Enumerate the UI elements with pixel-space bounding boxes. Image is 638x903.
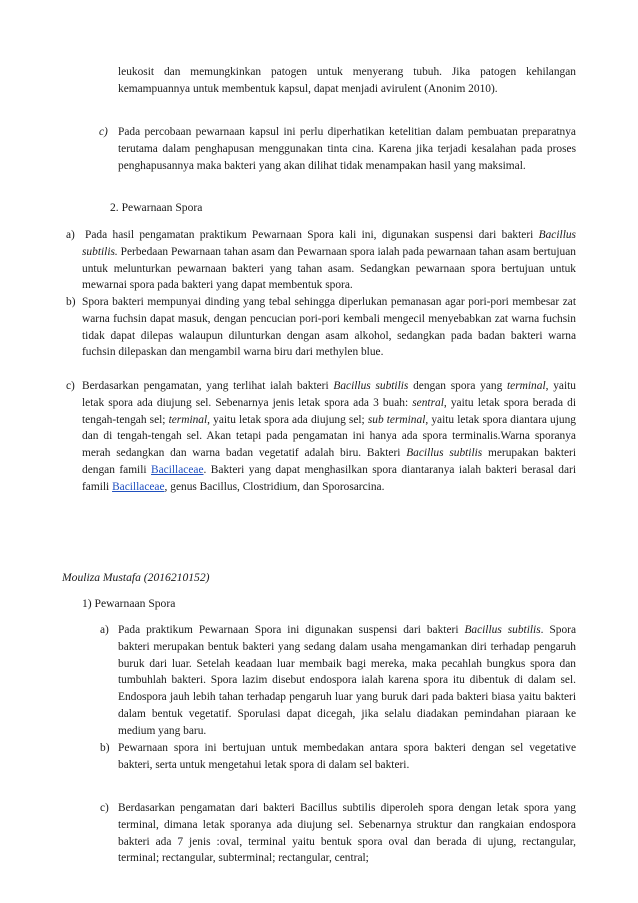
author-item-b: Pewarnaan spora ini bertujuan untuk membedakan antara spora bakteri dengan sel vegetative bakteri, serta untuk mengetahui letak spora di dalam sel bakteri.: [118, 742, 576, 771]
bacillaceae-link[interactable]: Bacillaceae: [151, 463, 204, 476]
spora-item-b: Spora bakteri mempunyai dinding yang tebal sehingga diperlukan pemanasan agar pori-pori membesar zat warna fuchsin dapat masuk, dengan pencucian pori-pori kembali mengecil menyebabkan zat warna fuchsin tidak dapat dilepas walaupun dilunturkan dengan asam alkohol, sedangkan pada badan bakteri warna fuchsin dilepaskan dan mengambil warna biru dari methylen blue.: [82, 296, 576, 359]
list-marker: c): [66, 380, 75, 392]
list-marker: c): [100, 802, 109, 814]
author-item-a: Pada praktikum Pewarnaan Spora ini digunakan suspensi dari bakteri Bacillus subtilis. Spora bakteri merupakan bentuk bakteri yang sedang dalam usaha mengamankan diri terhadap pengaruh buruk dari luar. Setelah keadaan luar membaik bagi mereka, maka pecahlah bungkus spora dan tumbuhlah bakteri. Spora lazim disebut endospora ialah karena spora itu dibentuk di dalam sel. Endospora jauh lebih tahan terhadap pengaruh luar yang buruk dari pada bakteri biasa yaitu bakteri dalam bentuk vegetatif. Sporulasi dapat dicegah, jika selalu diadakan pemindahan piaraan ke medium yang baru.: [118, 624, 577, 737]
kapsul-item-c: Pada percobaan pewarnaan kapsul ini perlu diperhatikan ketelitian dalam pembuatan preparatnya terutama dalam penghapusan menggunakan tinta cina. Karena jika terjadi kesalahan pada proses penghapusannya maka bakteri yang akan dilihat tidak menampakan hasil yang maksimal.: [118, 126, 576, 172]
author-item-c: Berdasarkan pengamatan dari bakteri Bacillus subtilis diperoleh spora dengan letak spora yang terminal, dimana letak sporanya ada diujung sel. Sebenarnya struktur dan rangkaian endospora bakteri ada 7 jenis :oval, terminal yaitu bentuk spora oval dan berada di ujung, rectangular, terminal; rectangular, subterminal; rectangular, central;: [118, 802, 576, 865]
spora-item-a: Pada hasil pengamatan praktikum Pewarnaan Spora kali ini, digunakan suspensi dari bakteri Bacillus subtilis. Perbedaan Pewarnaan tahan asam dan Pewarnaan spora ialah pada pewarnaan tahan asam bertujuan untuk melunturkan pewarnaan bakteri yang tahan asam. Sedangkan pewarnaan spora bertujuan untuk mewarnai spora pada bakteri yang dapat membentuk spora.: [82, 229, 576, 292]
author-heading: Mouliza Mustafa (2016210152): [62, 571, 210, 584]
list-marker: a): [66, 229, 75, 241]
section-heading-pewarnaan-spora: 1) Pewarnaan Spora: [82, 597, 176, 610]
section-heading-pewarnaan-spora: 2. Pewarnaan Spora: [110, 201, 203, 214]
bacillaceae-link[interactable]: Bacillaceae: [112, 480, 165, 493]
list-marker: b): [66, 296, 76, 308]
list-marker: c): [99, 126, 108, 138]
list-marker: b): [100, 742, 110, 754]
spora-item-c: Berdasarkan pengamatan, yang terlihat ialah bakteri Bacillus subtilis dengan spora yang terminal, yaitu letak spora ada diujung sel. Sebenarnya jenis letak spora ada 3 buah: sentral, yaitu letak spora berada di tengah-tengah sel; terminal, yaitu letak spora ada diujung sel; sub terminal, yaitu letak spora diantara ujung dan di tengah-tengah sel. Akan tetapi pada pengamatan ini hanya ada spora terminalis.Warna sporanya merah sedangkan dan warna badan vegetatif adalah biru. Bakteri Bacillus subtilis merupakan bakteri dengan famili Bacillaceae. Bakteri yang dapat menghasilkan spora diantaranya ialah bakteri berasal dari famili Bacillaceae, genus Bacillus, Clostridium, dan Sporosarcina.: [82, 380, 577, 493]
continuation-paragraph: leukosit dan memungkinkan patogen untuk menyerang tubuh. Jika patogen kehilangan kemampuannya untuk membentuk kapsul, dapat menjadi avirulent (Anonim 2010).: [118, 66, 576, 95]
list-marker: a): [100, 624, 109, 636]
